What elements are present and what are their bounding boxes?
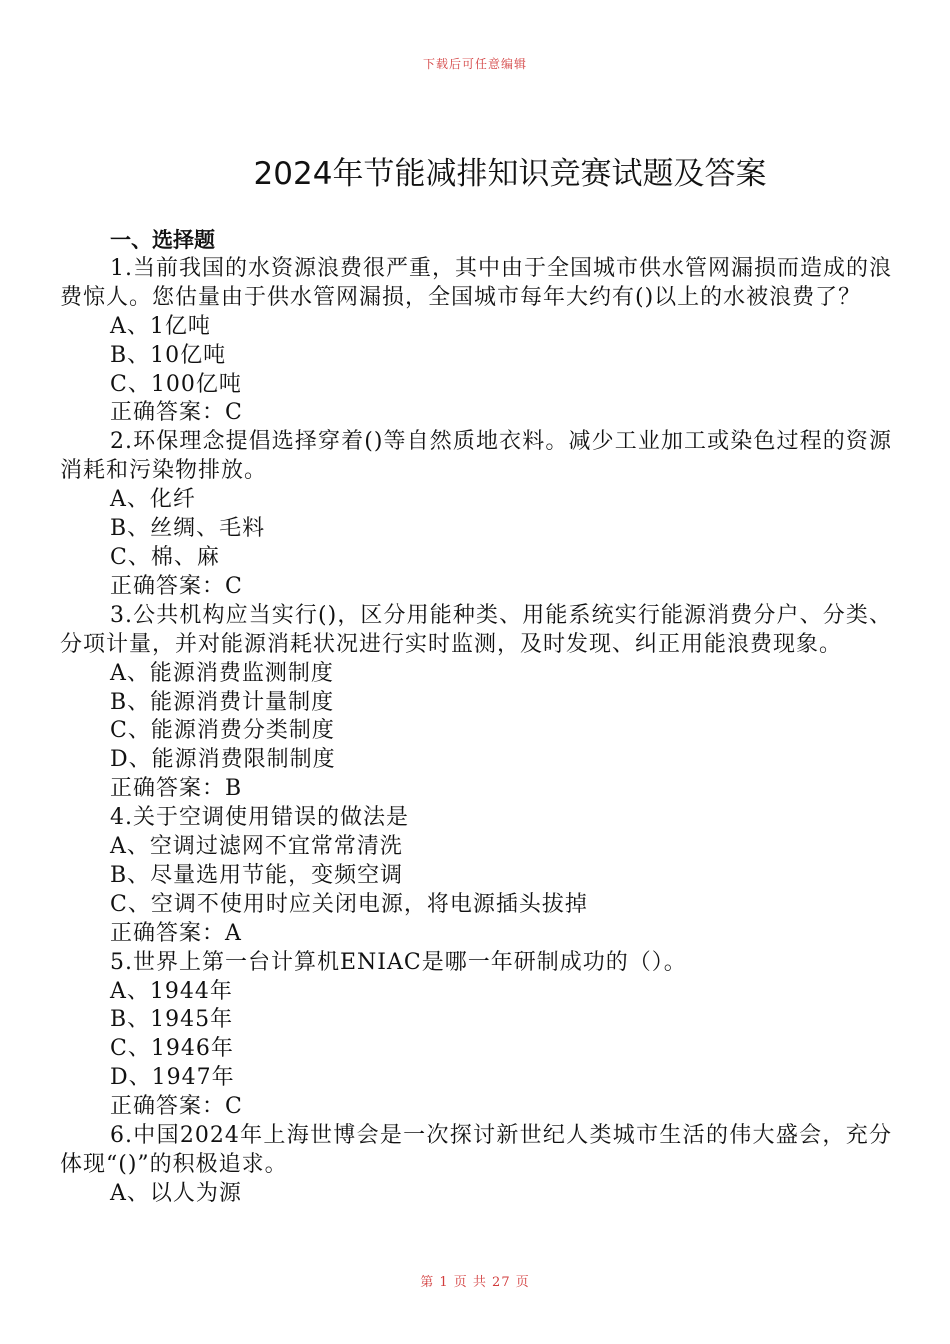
- option-item: D、1947年: [110, 1065, 235, 1091]
- option-item: D、能源消费限制制度: [110, 747, 336, 773]
- question-text: 3.公共机构应当实行()，区分用能种类、用能系统实行能源消费分户、分类、分项计量，并对能源消耗状况进行实时监测，及时发现、纠正用能浪费现象。: [60, 602, 892, 657]
- option-item: B、丝绸、毛料: [110, 516, 266, 542]
- option-item: A、以人为源: [110, 1180, 242, 1206]
- option-item: C、100亿吨: [110, 371, 242, 397]
- option-item: A、化纤: [110, 487, 196, 513]
- question-text: 5.世界上第一台计算机ENIAC是哪一年研制成功的（）。: [110, 949, 687, 975]
- option-item: B、尽量选用节能，变频空调: [110, 862, 404, 888]
- answer-text: 正确答案：C: [110, 400, 243, 426]
- option-item: A、空调过滤网不宜常常清洗: [110, 834, 403, 860]
- watermark-text: 下载后可任意编辑: [422, 57, 527, 71]
- answer-text: 正确答案：C: [110, 573, 243, 599]
- answer-text: 正确答案：C: [110, 1094, 243, 1120]
- option-item: B、能源消费计量制度: [110, 689, 335, 715]
- document-body: [60, 226, 892, 1209]
- option-item: A、能源消费监测制度: [110, 660, 334, 686]
- option-item: B、1945年: [110, 1007, 234, 1033]
- option-item: B、10亿吨: [110, 342, 227, 368]
- page-indicator: 第 1 页 共 27 页: [420, 1275, 530, 1290]
- question-text: 2.环保理念提倡选择穿着()等自然质地衣料。减少工业加工或染色过程的资源消耗和污染物排放。: [60, 429, 892, 484]
- answer-text: 正确答案：A: [110, 920, 242, 946]
- section-heading: 一、选择题: [110, 228, 215, 252]
- question-text: 6.中国2024年上海世博会是一次探讨新世纪人类城市生活的伟大盛会，充分体现“()”的积极追求。: [60, 1123, 892, 1177]
- answer-text: 正确答案：B: [110, 776, 243, 802]
- option-item: A、1944年: [110, 978, 233, 1004]
- option-item: A、1亿吨: [110, 313, 211, 339]
- option-item: C、棉、麻: [110, 544, 220, 570]
- option-item: C、能源消费分类制度: [110, 718, 335, 744]
- option-item: C、1946年: [110, 1036, 234, 1062]
- question-text: 1.当前我国的水资源浪费很严重，其中由于全国城市供水管网漏损而造成的浪费惊人。您估量由于供水管网漏损，全国城市每年大约有()以上的水被浪费了？: [60, 255, 892, 310]
- question-text: 4.关于空调使用错误的做法是: [110, 805, 409, 831]
- document-title: 2024年节能减排知识竞赛试题及答案: [253, 156, 767, 192]
- option-item: C、空调不使用时应关闭电源，将电源插头拔掉: [110, 891, 588, 917]
